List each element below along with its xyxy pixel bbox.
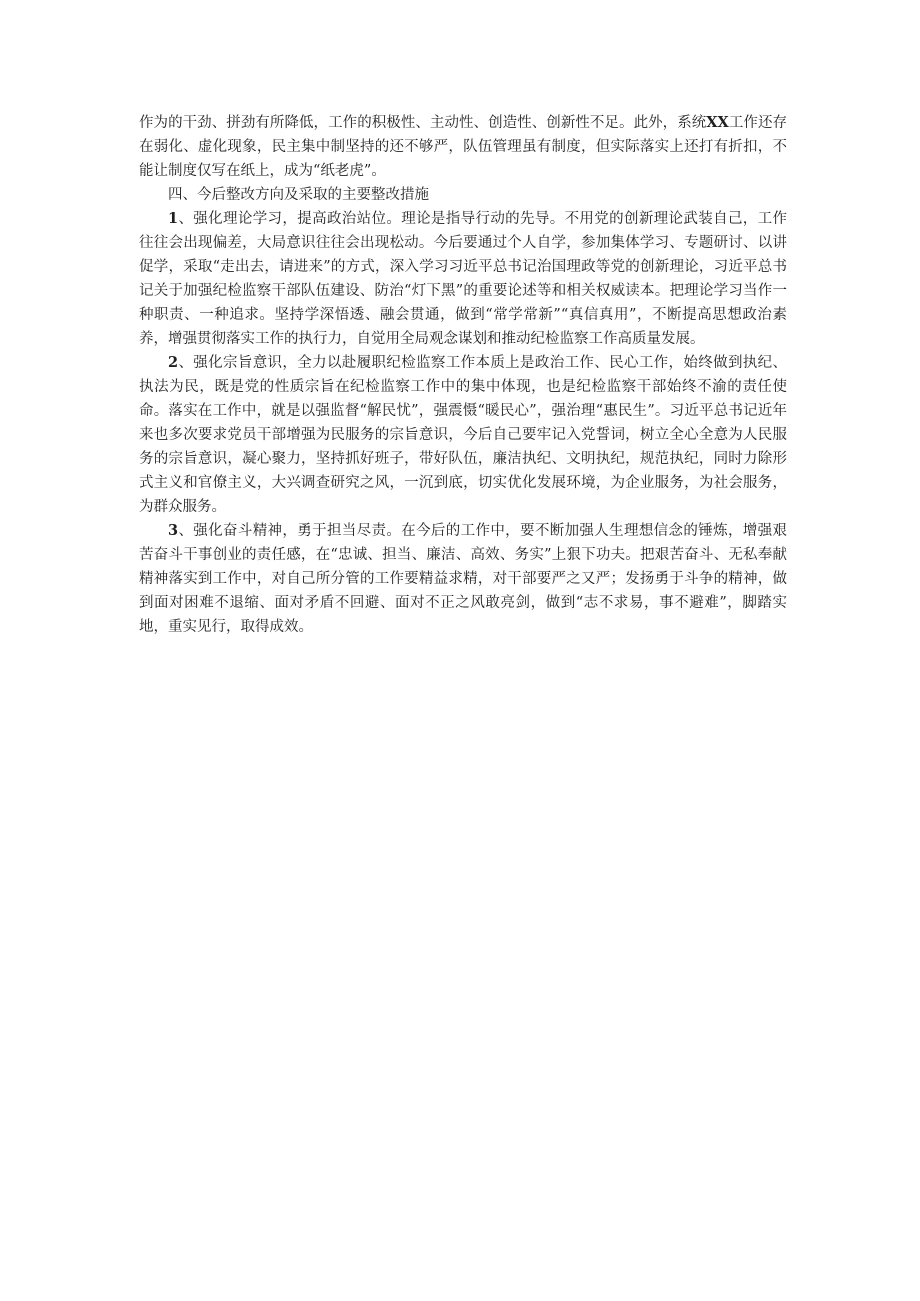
measure-paragraph-3	[139, 519, 787, 639]
measure-number-3: 3	[168, 522, 179, 539]
paragraph-continuation-text-a: 作为的干劲、拼劲有所降低，工作的积极性、主动性、创造性、创新性不足。此外，系统	[139, 115, 707, 131]
section-heading-four: 四、今后整改方向及采取的主要整改措施	[168, 187, 429, 203]
measure-text-2: 、强化宗旨意识，全力以赴履职纪检监察工作本质上是政治工作、民心工作，始终做到执纪、执法为民，既是党的性质宗旨在纪检监察工作中的集中体现，也是纪检监察干部始终不渝的责任使命。落实在工作中，就是以强监督“解民忧”，强震慑“暖民心”，强治理“惠民生”。习近平总书记近年来也多次要求党员干部增强为民服务的宗旨意识，今后自己要牢记入党誓词，树立全心全意为人民服务的宗旨意识，凝心聚力，坚持抓好班子，带好队伍，廉洁执纪、文明执纪，规范执纪，同时力除形式主义和官僚主义，大兴调查研究之风，一沉到底，切实优化发展环境，为企业服务，为社会服务，为群众服务。	[139, 355, 787, 515]
paragraph-continuation-text-b: 工作还存在弱化、虚化现象，民主集中制坚持的还不够严，队伍管理虽有制度，但实际落实上还打有折扣，不能让制度仅写在纸上，成为“纸老虎”。	[139, 115, 787, 179]
measure-number-2: 2	[168, 354, 179, 371]
measure-paragraph-2	[139, 351, 787, 519]
measure-text-3: 、强化奋斗精神，勇于担当尽责。在今后的工作中，要不断加强人生理想信念的锤炼，增强艰苦奋斗干事创业的责任感，在“忠诚、担当、廉洁、高效、务实”上狠下功夫。把艰苦奋斗、无私奉献精神落实到工作中，对自己所分管的工作要精益求精，对干部要严之又严；发扬勇于斗争的精神，做到面对困难不退缩、面对矛盾不回避、面对不正之风敢亮剑，做到“志不求易，事不避难”，脚踏实地，重实见行，取得成效。	[139, 523, 787, 635]
measure-text-1: 、强化理论学习，提高政治站位。理论是指导行动的先导。不用党的创新理论武装自己，工作往往会出现偏差，大局意识往往会出现松动。今后要通过个人自学，参加集体学习、专题研讨、以讲促学，采取“走出去，请进来”的方式，深入学习习近平总书记治国理政等党的创新理论，习近平总书记关于加强纪检监察干部队伍建设、防治“灯下黑”的重要论述等和相关权威读本。把理论学习当作一种职责、一种追求。坚持学深悟透、融会贯通，做到“常学常新”“真信真用”，不断提高思想政治素养，增强贯彻落实工作的执行力，自觉用全局观念谋划和推动纪检监察工作高质量发展。	[139, 211, 787, 347]
measure-number-1: 1	[168, 210, 179, 227]
document-body	[139, 111, 787, 639]
paragraph-continuation	[139, 111, 787, 183]
system-placeholder-xx: XX	[706, 114, 729, 131]
measure-paragraph-1	[139, 207, 787, 351]
